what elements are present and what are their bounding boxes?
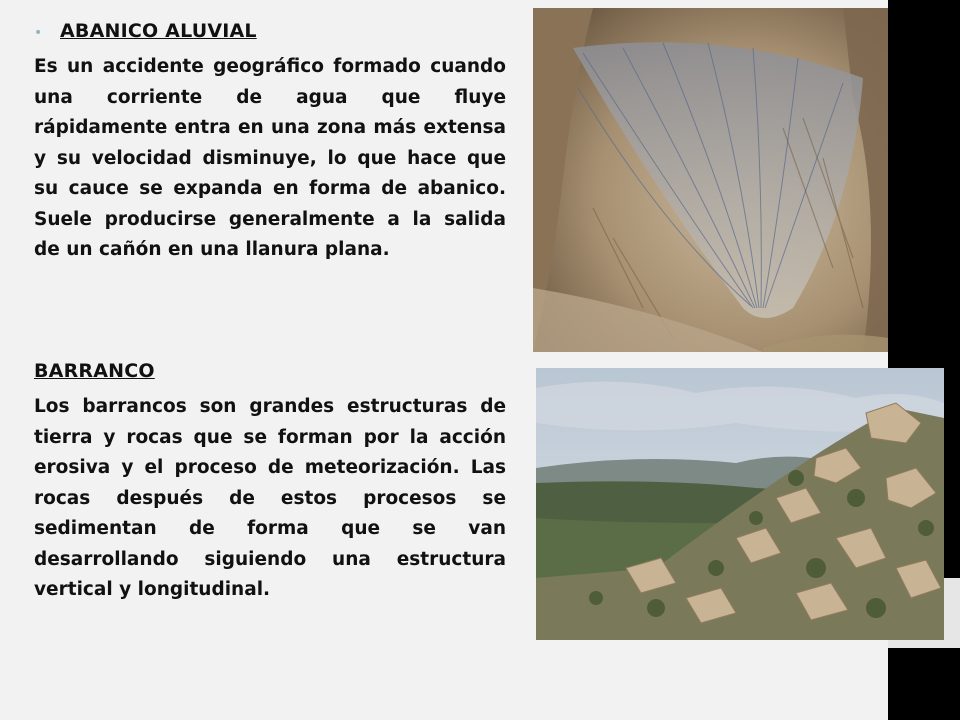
- section-body-alluvial-fan: Es un accidente geográfico formado cuando una corriente de agua que fluye rápidamente entra en una zona más extensa y su velocidad disminuye, lo que hace que su cauce se expanda en forma de abanico. Suele producirse generalmente a la salida de un cañón en una llanura plana.: [34, 56, 506, 260]
- section-ravine: [34, 392, 506, 606]
- section-body-ravine: Los barrancos son grandes estructuras de tierra y rocas que se forman por la acción erosiva y el proceso de meteorización. Las rocas después de estos procesos se sedimentan de forma que se van desarrollando siguiendo una estructura vertical y longitudinal.: [34, 396, 506, 600]
- section-title-alluvial-fan: ABANICO ALUVIAL: [60, 20, 257, 42]
- ravine-photo: [536, 368, 944, 640]
- alluvial-fan-photo: [533, 8, 888, 352]
- section-alluvial-fan-heading-wrap: [60, 20, 506, 42]
- bullet-icon: •: [34, 25, 43, 41]
- section-ravine-heading-wrap: [34, 360, 506, 382]
- section-alluvial-fan: [34, 52, 506, 266]
- section-title-ravine: BARRANCO: [34, 360, 155, 382]
